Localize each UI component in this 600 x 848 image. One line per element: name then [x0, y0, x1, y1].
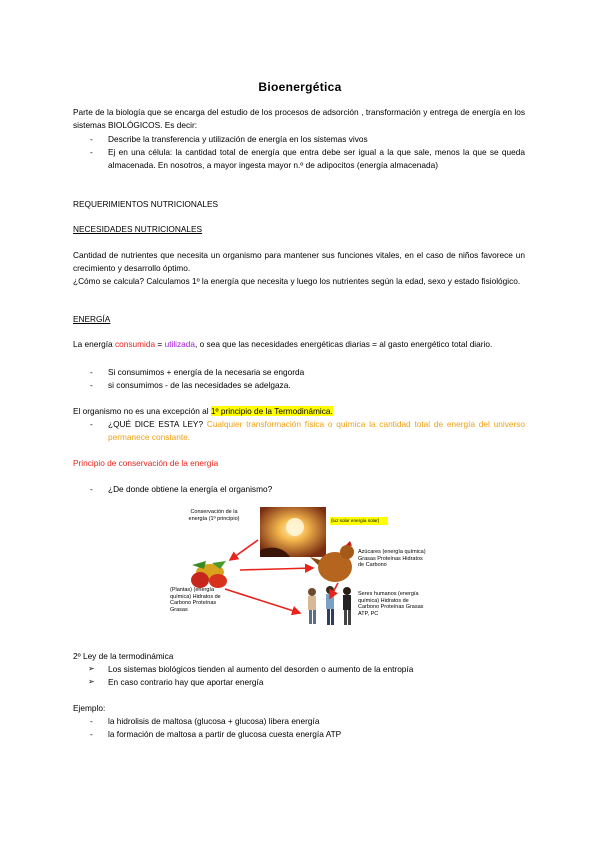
arrow-bullet: ➢	[88, 664, 95, 673]
bullet-dash: -	[90, 367, 93, 377]
energia-equals: =	[155, 339, 165, 349]
figure-label-vegetales: (Plantas) (energía química) Hidratos de Carbono Proteínas Grasas	[170, 587, 221, 613]
ley-answer: Cualquier transformación física o química la cantidad total de energía del universo permanece constante.	[108, 419, 525, 442]
ejemplo-heading: Ejemplo:	[73, 703, 106, 713]
calculo-paragraph: ¿Cómo se calcula? Calculamos 1º la energía que necesita y luego los nutrientes según la edad, sexo y estado fisiológico.	[73, 276, 521, 286]
sun-disc	[286, 518, 304, 536]
page-title: Bioenergética	[258, 80, 342, 94]
people-image	[308, 586, 351, 625]
figure-label-comida: Seres humanos (energía química) Hidratos de Carbono Proteínas Grasas ATP, PC	[358, 591, 424, 617]
energia-item: si consumimos - de las necesidades se adelgaza.	[108, 380, 291, 390]
ley-item	[108, 418, 525, 443]
energia-consumida: consumida	[114, 339, 156, 349]
intro-paragraph: Parte de la biología que se encarga del estudio de los procesos de adsorción , transformación y entrega de energía en los sistemas BIOLÓGICOS. Es decir:	[73, 107, 525, 130]
bullet-dash: -	[90, 716, 93, 726]
arrow-sun-to-plants	[230, 540, 258, 560]
energy-flow-diagram	[170, 505, 430, 645]
bullet-dash: -	[90, 147, 93, 157]
section-heading-requerimientos: REQUERIMIENTOS NUTRICIONALES	[73, 199, 219, 209]
section-heading-energia: ENERGÍA	[73, 314, 111, 324]
ley2-heading: 2º Ley de la termodinámica	[73, 651, 174, 661]
ejemplo-item: la hidrolisis de maltosa (glucosa + glucosa) libera energía	[108, 716, 320, 726]
vegetables-image	[191, 561, 227, 588]
figure-label-sol: (luz solar energía solar)	[331, 518, 380, 523]
intro-item: Describe la transferencia y utilización de energía en los sistemas vivos	[108, 134, 368, 144]
bullet-dash: -	[90, 484, 93, 494]
intro-item: Ej en una célula: la cantidad total de energía que entra debe ser igual a la que sale, menos la que se queda almacenada. En nosotros, a mayor ingesta mayor n.º de adipocitos (energía almacenada)	[108, 147, 525, 170]
arrow-bullet: ➢	[88, 677, 95, 686]
excepcion-text: El organismo no es una excepción al	[73, 406, 211, 416]
bullet-dash: -	[90, 380, 93, 390]
ejemplo-item: la formación de maltosa a partir de glucosa cuesta energía ATP	[108, 729, 342, 739]
energia-text-pre: La energía	[73, 339, 115, 349]
energia-utilizada: utilizada	[164, 339, 196, 349]
ley-question: ¿QUÉ DICE ESTA LEY?	[108, 419, 204, 429]
energy-flow-figure	[170, 505, 430, 645]
bullet-dash: -	[90, 134, 93, 144]
ley2-item: En caso contrario hay que aportar energía	[108, 677, 264, 687]
ley2-item: Los sistemas biológicos tienden al aumento del desorden o aumento de la entropía	[108, 664, 414, 674]
section-heading-necesidades: NECESIDADES NUTRICIONALES	[73, 224, 203, 234]
bullet-dash: -	[90, 729, 93, 739]
bullet-dash: -	[90, 419, 93, 429]
figure-label-quimica: Azúcares (energía química) Grasas Proteínas Hidratos de Carbono	[358, 549, 426, 568]
excepcion-highlight: 1º principio de la Termodinámica.	[210, 406, 333, 416]
excepcion-paragraph	[73, 405, 525, 418]
pregunta-origen: ¿De donde obtiene la energía el organismo?	[108, 484, 273, 494]
energia-text-post: , o sea que las necesidades energéticas diarias = al gasto energético total diario.	[195, 339, 493, 349]
energia-item: Si consumimos + energía de la necesaria se engorda	[108, 367, 305, 377]
figure-label-conservacion: Conservación de la energía (1º principio)	[188, 509, 240, 522]
arrow-plants-to-hen	[240, 568, 313, 570]
energia-paragraph	[73, 338, 525, 351]
arrow-plants-to-humans	[225, 589, 300, 613]
principio-heading: Principio de conservación de la energía	[73, 458, 219, 468]
necesidades-paragraph: Cantidad de nutrientes que necesita un organismo para mantener sus funciones vitales, en el caso de niños favorece un crecimiento y desarrollo óptimo.	[73, 250, 525, 273]
